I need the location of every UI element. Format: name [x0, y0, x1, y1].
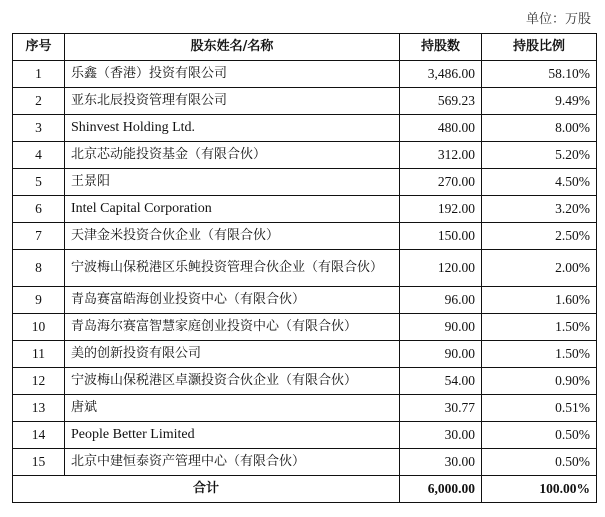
row-name: Shinvest Holding Ltd.	[65, 115, 400, 142]
row-shares: 90.00	[400, 314, 482, 341]
row-shares: 312.00	[400, 142, 482, 169]
row-name: 北京中建恒泰资产管理中心（有限合伙）	[65, 449, 400, 476]
unit-label: 单位：万股	[525, 11, 591, 26]
row-no: 9	[13, 287, 65, 314]
table-row	[13, 115, 597, 142]
row-percentage: 9.49%	[482, 88, 597, 115]
table-row	[13, 142, 597, 169]
row-no: 2	[13, 88, 65, 115]
header-row	[13, 34, 597, 61]
total-percentage: 100.00%	[482, 476, 597, 503]
table-row	[13, 422, 597, 449]
total-row	[13, 476, 597, 503]
row-percentage: 2.00%	[482, 250, 597, 287]
table-row	[13, 223, 597, 250]
row-name: 美的创新投资有限公司	[65, 341, 400, 368]
row-no: 14	[13, 422, 65, 449]
row-no: 1	[13, 61, 65, 88]
table-row	[13, 88, 597, 115]
header-shares: 持股数	[400, 34, 482, 61]
row-name: 亚东北辰投资管理有限公司	[65, 88, 400, 115]
row-percentage: 3.20%	[482, 196, 597, 223]
table-row	[13, 169, 597, 196]
row-no: 7	[13, 223, 65, 250]
row-shares: 150.00	[400, 223, 482, 250]
row-name: 唐斌	[65, 395, 400, 422]
row-name: 北京芯动能投资基金（有限合伙）	[65, 142, 400, 169]
row-percentage: 5.20%	[482, 142, 597, 169]
row-shares: 3,486.00	[400, 61, 482, 88]
row-name: 青岛海尔赛富智慧家庭创业投资中心（有限合伙）	[65, 314, 400, 341]
row-percentage: 1.50%	[482, 341, 597, 368]
row-shares: 54.00	[400, 368, 482, 395]
row-percentage: 58.10%	[482, 61, 597, 88]
row-name: 宁波梅山保税港区乐鲀投资管理合伙企业（有限合伙）	[65, 250, 400, 287]
row-name: 宁波梅山保税港区卓灏投资合伙企业（有限合伙）	[65, 368, 400, 395]
row-shares: 30.00	[400, 422, 482, 449]
row-no: 5	[13, 169, 65, 196]
table-row	[13, 314, 597, 341]
row-shares: 270.00	[400, 169, 482, 196]
row-percentage: 1.50%	[482, 314, 597, 341]
row-no: 12	[13, 368, 65, 395]
row-no: 11	[13, 341, 65, 368]
row-no: 8	[13, 250, 65, 287]
header-no: 序号	[13, 34, 65, 61]
table-row	[13, 395, 597, 422]
row-shares: 30.77	[400, 395, 482, 422]
row-no: 6	[13, 196, 65, 223]
row-name: 青岛赛富皓海创业投资中心（有限合伙）	[65, 287, 400, 314]
row-percentage: 0.51%	[482, 395, 597, 422]
header-percentage: 持股比例	[482, 34, 597, 61]
row-shares: 30.00	[400, 449, 482, 476]
table-row	[13, 250, 597, 287]
table-row	[13, 61, 597, 88]
row-shares: 480.00	[400, 115, 482, 142]
row-name: 天津金米投资合伙企业（有限合伙）	[65, 223, 400, 250]
row-name: 乐鑫（香港）投资有限公司	[65, 61, 400, 88]
row-name: People Better Limited	[65, 422, 400, 449]
row-name: Intel Capital Corporation	[65, 196, 400, 223]
table-row	[13, 287, 597, 314]
row-shares: 96.00	[400, 287, 482, 314]
row-shares: 120.00	[400, 250, 482, 287]
row-no: 4	[13, 142, 65, 169]
row-percentage: 0.50%	[482, 449, 597, 476]
row-shares: 90.00	[400, 341, 482, 368]
row-no: 13	[13, 395, 65, 422]
table-row	[13, 449, 597, 476]
row-percentage: 2.50%	[482, 223, 597, 250]
row-percentage: 0.50%	[482, 422, 597, 449]
row-no: 3	[13, 115, 65, 142]
header-name: 股东姓名/名称	[65, 34, 400, 61]
row-percentage: 1.60%	[482, 287, 597, 314]
table-row	[13, 196, 597, 223]
row-percentage: 4.50%	[482, 169, 597, 196]
shareholder-table	[12, 33, 597, 503]
row-shares: 192.00	[400, 196, 482, 223]
row-no: 15	[13, 449, 65, 476]
row-name: 王景阳	[65, 169, 400, 196]
table-row	[13, 341, 597, 368]
total-shares: 6,000.00	[400, 476, 482, 503]
table-row	[13, 368, 597, 395]
row-no: 10	[13, 314, 65, 341]
row-shares: 569.23	[400, 88, 482, 115]
row-percentage: 0.90%	[482, 368, 597, 395]
total-label: 合计	[13, 476, 400, 503]
row-percentage: 8.00%	[482, 115, 597, 142]
